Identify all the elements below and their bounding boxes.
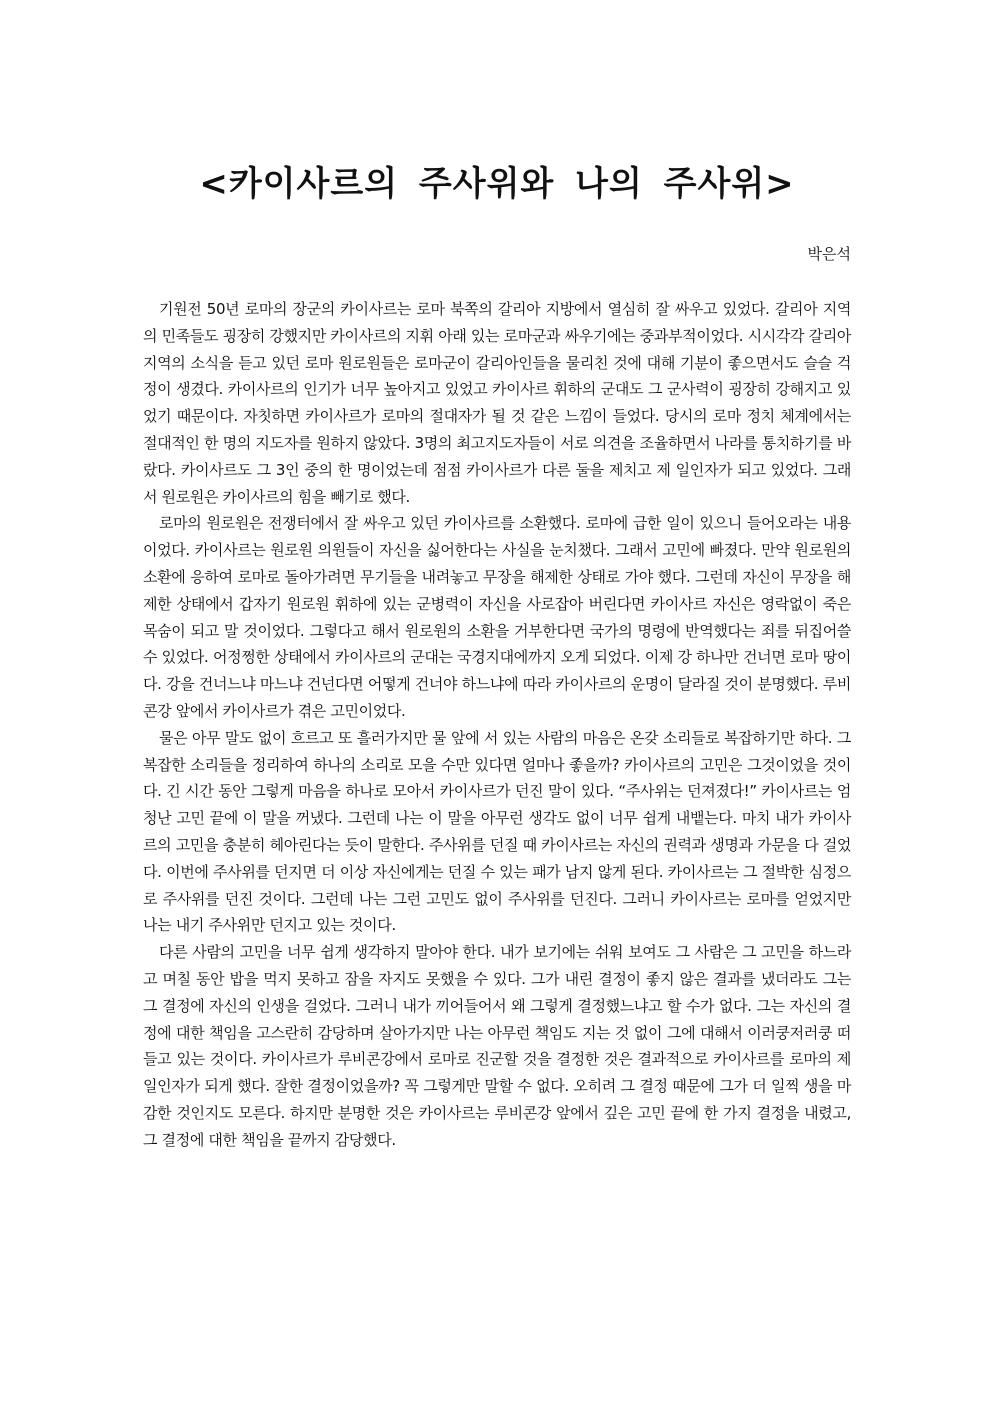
paragraph-3: 물은 아무 말도 없이 흐르고 또 흘러가지만 물 앞에 서 있는 사람의 마음은 온갖 소리들로 복잡하기만 하다. 그 복잡한 소리들을 정리하여 하나의 소리로 모을 수만 있다면 얼마나 좋을까? 카이사르의 고민은 그것이었을 것이다. 긴 시간 동안 그렇게 마음을 하나로 모아서 카이사르가 던진 말이 있다. “주사위는 던져졌다!” 카이사르는 엄청난 고민 끝에 이 말을 꺼냈다. 그런데 나는 이 말을 아무런 생각도 없이 너무 쉽게 내뱉는다. 마치 내가 카이사르의 고민을 충분히 헤아린다는 듯이 말한다. 주사위를 던질 때 카이사르는 자신의 권력과 생명과 가문을 다 걸었다. 이번에 주사위를 던지면 더 이상 자신에게는 던질 수 있는 패가 남지 않게 된다. 카이사르는 그 절박한 심정으로 주사위를 던진 것이다. 그런데 나는 그런 고민도 없이 주사위를 던진다. 그러니 카이사르는 로마를 얻었지만 나는 내기 주사위만 던지고 있는 것이다.: [143, 728, 851, 935]
document-title: <카이사르의 주사위와 나의 주사위>: [199, 164, 795, 204]
paragraph-4: 다른 사람의 고민을 너무 쉽게 생각하지 말아야 한다. 내가 보기에는 쉬워 보여도 그 사람은 그 고민을 하느라고 며칠 동안 밥을 먹지 못하고 잠을 자지도 못했을 수 있다. 그가 내린 결정이 좋지 않은 결과를 냈더라도 그는 그 결정에 자신의 인생을 걸었다. 그러니 내가 끼어들어서 왜 그렇게 결정했느냐고 할 수가 없다. 그는 자신의 결정에 대한 책임을 고스란히 감당하며 살아가지만 나는 아무런 책임도 지는 것 없이 그에 대해서 이러쿵저러쿵 떠들고 있는 것이다. 카이사르가 루비콘강에서 로마로 진군할 것을 결정한 것은 결과적으로 카이사르를 로마의 제 일인자가 되게 했다. 잘한 결정이었을까? 꼭 그렇게만 말할 수 없다. 오히려 그 결정 때문에 그가 더 일찍 생을 마감한 것인지도 모른다. 하지만 분명한 것은 카이사르는 루비콘강 앞에서 깊은 고민 끝에 한 가지 결정을 내렸고, 그 결정에 대한 책임을 끝까지 감당했다.: [143, 943, 851, 1149]
paragraph-1: 기원전 50년 로마의 장군의 카이사르는 로마 북쪽의 갈리아 지방에서 열심히 잘 싸우고 있었다. 갈리아 지역의 민족들도 굉장히 강했지만 카이사르의 지휘 아래 있는 로마군과 싸우기에는 중과부적이었다. 시시각각 갈리아 지역의 소식을 듣고 있던 로마 원로원들은 로마군이 갈리아인들을 물리친 것에 대해 기분이 좋으면서도 슬슬 걱정이 생겼다. 카이사르의 인기가 너무 높아지고 있었고 카이사르 휘하의 군대도 그 군사력이 굉장히 강해지고 있었기 때문이다. 자칫하면 카이사르가 로마의 절대자가 될 것 같은 느낌이 들었다. 당시의 로마 정치 체계에서는 절대적인 한 명의 지도자를 원하지 않았다. 3명의 최고지도자들이 서로 의견을 조율하면서 나라를 통치하기를 바랐다. 카이사르도 그 3인 중의 한 명이었는데 점점 카이사르가 다른 둘을 제치고 제 일인자가 되고 있었다. 그래서 원로원은 카이사르의 힘을 빼기로 했다.: [143, 300, 851, 506]
paragraph-2: 로마의 원로원은 전쟁터에서 잘 싸우고 있던 카이사르를 소환했다. 로마에 급한 일이 있으니 들어오라는 내용이었다. 카이사르는 원로원 의원들이 자신을 싫어한다는 사실을 눈치챘다. 그래서 고민에 빠졌다. 만약 원로원의 소환에 응하여 로마로 돌아가려면 무기들을 내려놓고 무장을 해제한 상태로 가야 했다. 그런데 자신이 무장을 해제한 상태에서 갑자기 원로원 휘하에 있는 군병력이 자신을 사로잡아 버린다면 카이사르 자신은 영락없이 죽은 목숨이 되고 말 것이었다. 그렇다고 해서 원로원의 소환을 거부한다면 국가의 명령에 반역했다는 죄를 뒤집어쓸 수 있었다. 어정쩡한 상태에서 카이사르의 군대는 국경지대에까지 오게 되었다. 이제 강 하나만 건너면 로마 땅이다. 강을 건너느냐 마느냐 건넌다면 어떻게 건너야 하느냐에 따라 카이사르의 운명이 달라질 것이 분명했다. 루비콘강 앞에서 카이사르가 겪은 고민이었다.: [143, 514, 851, 720]
document-body: [143, 296, 851, 1154]
author-name: 박은석: [807, 245, 851, 263]
